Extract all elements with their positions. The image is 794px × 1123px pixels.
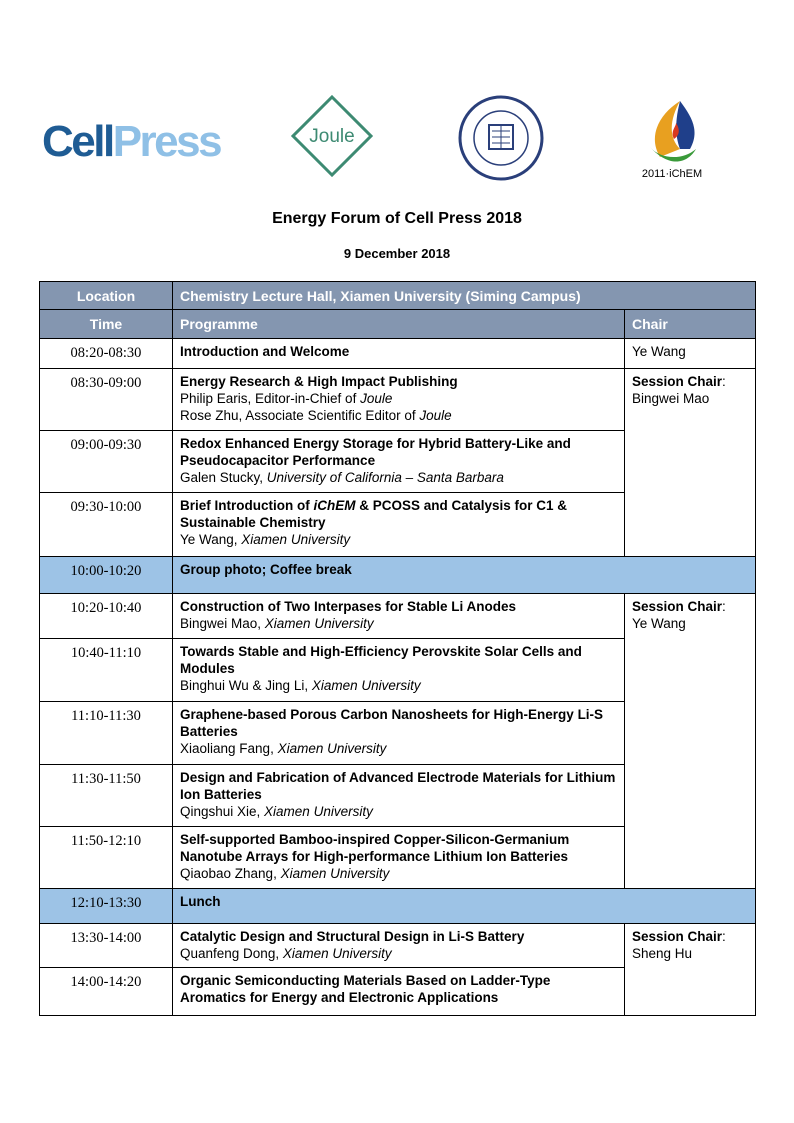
title-part: iChEM (313, 498, 356, 513)
break-row (40, 557, 756, 594)
chair-cell (625, 339, 756, 369)
time-cell: 13:30-14:00 (40, 924, 173, 968)
talk-title: Redox Enhanced Energy Storage for Hybrid Battery-Like and Pseudocapacitor Performance (180, 436, 571, 468)
location-row (40, 282, 756, 310)
talk-title: Self-supported Bamboo-inspired Copper-Silicon-Germanium Nanotube Arrays for High-performance Lithium Ion Batteries (180, 832, 570, 864)
time-cell: 12:10-13:30 (40, 889, 173, 924)
speaker-affiliation: Xiamen University (277, 741, 387, 756)
time-cell: 09:30-10:00 (40, 493, 173, 557)
programme-cell (173, 594, 625, 639)
programme-header: Programme (173, 310, 625, 339)
speaker-name: Galen Stucky, (180, 470, 267, 485)
programme-cell (173, 639, 625, 702)
time-cell: 14:00-14:20 (40, 968, 173, 1016)
speaker-affiliation: Xiamen University (264, 616, 374, 631)
speaker (180, 615, 617, 632)
table-row (40, 339, 756, 369)
svg-text:Joule: Joule (309, 126, 355, 147)
speaker-affiliation: Joule (360, 391, 393, 406)
time-cell: 09:00-09:30 (40, 431, 173, 493)
chair-label: Session Chair (632, 599, 723, 614)
cellpress-logo: CellPress (42, 117, 221, 166)
time-cell: 08:30-09:00 (40, 369, 173, 431)
speaker-affiliation: Xiamen University (264, 804, 373, 819)
programme-cell (173, 827, 625, 889)
time-cell: 10:20-10:40 (40, 594, 173, 639)
programme-cell (173, 924, 625, 968)
time-cell: 10:40-11:10 (40, 639, 173, 702)
page-title: Energy Forum of Cell Press 2018 (272, 210, 522, 227)
time-cell: 08:20-08:30 (40, 339, 173, 369)
talk-title: Introduction and Welcome (180, 344, 350, 359)
chair-cell: Session Chair: Ye Wang (625, 594, 756, 889)
talk-title: Catalytic Design and Structural Design in Li-S Battery (180, 929, 525, 944)
speaker-name: Bingwei Mao, (180, 616, 265, 631)
speaker-name: Ye Wang, (180, 532, 242, 547)
title-part: Brief Introduction of (180, 498, 314, 513)
programme-cell (173, 765, 625, 827)
chair-name: Bingwei Mao (632, 391, 710, 406)
table-row (40, 369, 756, 431)
table-row (40, 924, 756, 968)
chair-name: Ye Wang (632, 344, 686, 359)
time-header: Time (40, 310, 173, 339)
talk-title: Graphene-based Porous Carbon Nanosheets for High-Energy Li-S Batteries (180, 707, 604, 739)
speaker-affiliation: Xiamen University (280, 866, 390, 881)
time-cell: 11:30-11:50 (40, 765, 173, 827)
talk-title: Design and Fabrication of Advanced Electrode Materials for Lithium Ion Batteries (180, 770, 616, 802)
speaker-affiliation: University of California – Santa Barbara (266, 470, 504, 485)
speaker (180, 531, 617, 548)
chair-cell: Session Chair: Bingwei Mao (625, 369, 756, 557)
programme-cell (173, 889, 756, 924)
joule-logo (291, 95, 373, 177)
title-part: & PCOSS and Catalysis for C1 & Sustainable Chemistry (180, 498, 568, 530)
speaker (180, 945, 617, 962)
speaker-name: Quanfeng Dong, (180, 946, 283, 961)
programme-cell (173, 702, 625, 765)
programme-cell (173, 493, 625, 557)
header-row (40, 310, 756, 339)
programme-cell (173, 557, 756, 594)
location-value: Chemistry Lecture Hall, Xiamen University (Siming Campus) (173, 282, 756, 310)
talk-title: Lunch (180, 894, 221, 909)
speaker (180, 740, 617, 757)
programme-cell (173, 339, 625, 369)
speaker-name: Rose Zhu, Associate Scientific Editor of (180, 408, 420, 423)
time-cell: 11:10-11:30 (40, 702, 173, 765)
break-row (40, 889, 756, 924)
speaker-name: Philip Earis, Editor-in-Chief of (180, 391, 361, 406)
talk-title (180, 497, 617, 531)
speaker (180, 803, 617, 820)
xiamen-university-seal (458, 95, 544, 181)
programme-cell (173, 369, 625, 431)
chair-name: Ye Wang (632, 616, 686, 631)
programme-cell (173, 431, 625, 493)
speaker (180, 407, 617, 424)
speaker (180, 469, 617, 486)
speaker-name: Binghui Wu & Jing Li, (180, 678, 312, 693)
programme-cell (173, 968, 625, 1016)
event-date: 9 December 2018 (343, 246, 451, 261)
speaker-name: Qiaobao Zhang, (180, 866, 281, 881)
chair-label: Session Chair (632, 374, 723, 389)
chair-name: Sheng Hu (632, 946, 693, 961)
speaker (180, 677, 617, 694)
talk-title: Construction of Two Interpases for Stable Li Anodes (180, 599, 517, 614)
ichem-logo (630, 97, 714, 181)
location-label: Location (40, 282, 173, 310)
time-cell: 10:00-10:20 (40, 557, 173, 594)
time-cell: 11:50-12:10 (40, 827, 173, 889)
speaker-affiliation: Xiamen University (241, 532, 351, 547)
talk-title: Group photo; Coffee break (180, 562, 352, 577)
svg-text:2011·iChEM: 2011·iChEM (641, 168, 703, 180)
logo-bar (0, 95, 794, 185)
speaker-name: Xiaoliang Fang, (180, 741, 278, 756)
speaker (180, 865, 617, 882)
chair-header: Chair (625, 310, 756, 339)
chair-cell: Session Chair: Sheng Hu (625, 924, 756, 1016)
speaker-affiliation: Xiamen University (282, 946, 392, 961)
table-row (40, 594, 756, 639)
programme-table (39, 281, 756, 1016)
speaker (180, 390, 617, 407)
talk-title: Energy Research & High Impact Publishing (180, 374, 458, 389)
talk-title: Organic Semiconducting Materials Based on Ladder-Type Aromatics for Energy and Electronic Applications (180, 973, 551, 1005)
chair-label: Session Chair (632, 929, 723, 944)
talk-title: Towards Stable and High-Efficiency Perovskite Solar Cells and Modules (180, 644, 582, 676)
speaker-affiliation: Joule (419, 408, 452, 423)
speaker-affiliation: Xiamen University (311, 678, 421, 693)
speaker-name: Qingshui Xie, (180, 804, 265, 819)
